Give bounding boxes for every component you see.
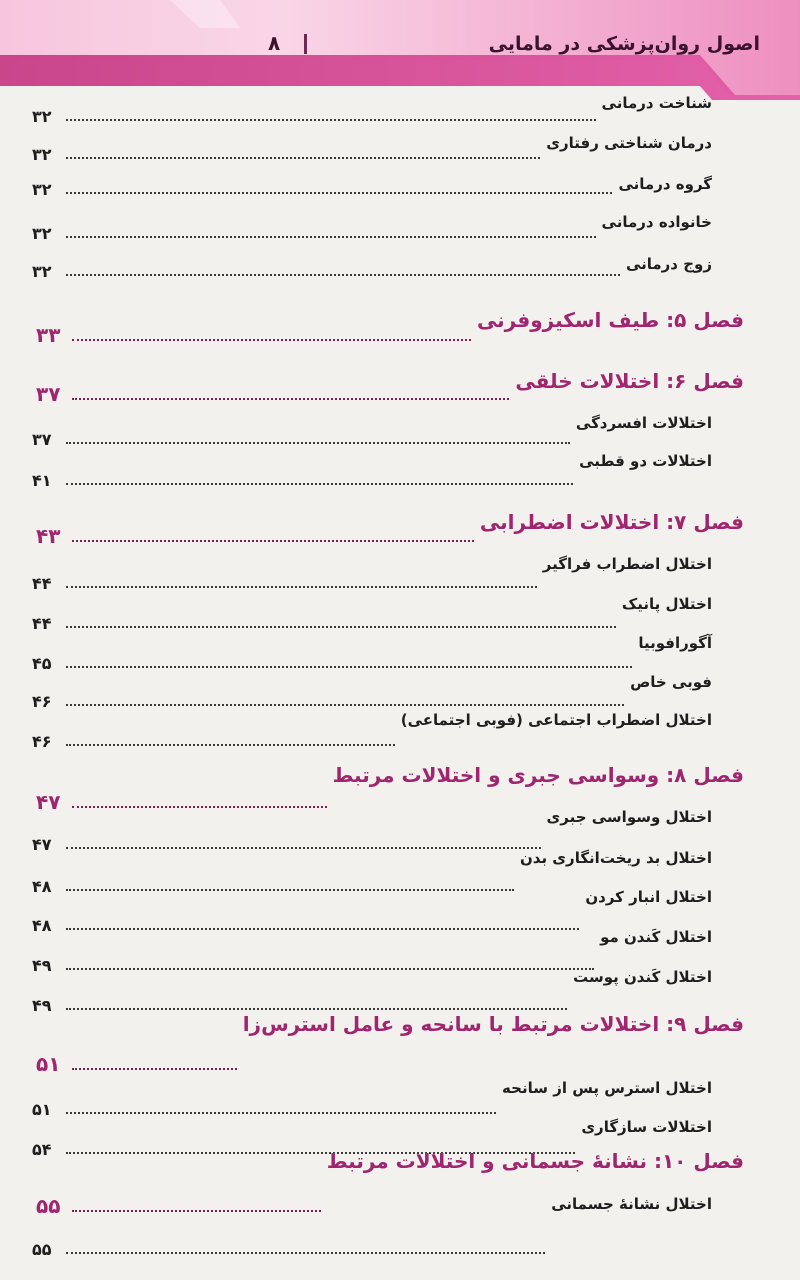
toc-entry-title: فصل ۱۰: نشانهٔ جسمانی و اختلالات مرتبط [326, 1149, 744, 1173]
toc-entry-title: فصل ۹: اختلالات مرتبط با سانحه و عامل استرس‌زا [242, 1012, 744, 1036]
toc-entry-title: فوبی خاص [630, 673, 712, 691]
toc-entry-title: شناخت درمانی [601, 94, 712, 112]
toc-entry-title: آگورافوبیا [638, 634, 712, 652]
toc-entry-title: اختلال پانیک [621, 595, 712, 613]
toc-page-number: ۴۱ [32, 471, 52, 490]
toc-entry-title: فصل ۸: وسواسی جبری و اختلالات مرتبط [332, 763, 744, 787]
toc-dot-leader [72, 339, 471, 341]
running-title: اصول روان‌پزشکی در مامایی [488, 33, 760, 55]
toc-page-number: ۵۱ [32, 1100, 52, 1119]
toc-dot-leader [72, 806, 327, 808]
toc-dot-leader [66, 442, 570, 444]
toc-page-number: ۴۶ [32, 692, 52, 711]
toc-page-number: ۵۱ [36, 1052, 61, 1076]
toc-dot-leader [66, 483, 573, 485]
toc-page-number: ۳۲ [32, 107, 52, 126]
toc-dot-leader [66, 1008, 567, 1010]
toc-dot-leader [66, 847, 541, 849]
toc-entry-title: زوج درمانی [625, 255, 712, 273]
toc-entry-title: اختلالات دو قطبی [579, 452, 712, 470]
toc-dot-leader [66, 586, 537, 588]
toc-entry-title: اختلال وسواسی جبری [546, 808, 712, 826]
toc-entry-title: اختلالات افسردگی [575, 414, 712, 432]
toc-dot-leader [66, 666, 632, 668]
toc-dot-leader [66, 704, 624, 706]
toc-page-number: ۵۵ [36, 1194, 61, 1218]
toc-dot-leader [66, 274, 620, 276]
toc-dot-leader [66, 1252, 545, 1254]
toc-dot-leader [66, 744, 395, 746]
toc-dot-leader [66, 192, 612, 194]
page-number: ۸ [268, 31, 281, 55]
toc-page-number: ۳۲ [32, 180, 52, 199]
toc-dot-leader [72, 540, 474, 542]
toc-page-number: ۴۷ [36, 790, 61, 814]
toc-page-number: ۳۳ [36, 323, 61, 347]
toc-dot-leader [66, 626, 616, 628]
toc-dot-leader [72, 1210, 321, 1212]
toc-page-number: ۳۲ [32, 145, 52, 164]
toc-entry-title: اختلال کَندن مو [600, 928, 712, 946]
toc-page-number: ۳۲ [32, 262, 52, 281]
toc-dot-leader [66, 236, 596, 238]
toc-page-number: ۴۹ [32, 956, 52, 975]
toc-entry-title: اختلال نشانهٔ جسمانی [551, 1195, 712, 1213]
toc-entry-title: فصل ۶: اختلالات خلقی [515, 369, 744, 393]
toc-entry-title: اختلال اضطراب اجتماعی (فوبی اجتماعی) [400, 711, 712, 729]
toc-entry-title: اختلال استرس پس از سانحه [502, 1079, 712, 1097]
toc-entry-title: اختلال بد ریخت‌انگاری بدن [519, 849, 712, 867]
toc-dot-leader [72, 1068, 237, 1070]
toc-page-number: ۵۵ [32, 1240, 52, 1259]
toc-page-number: ۳۷ [32, 430, 52, 449]
toc-entry-title: اختلال انبار کردن [585, 888, 712, 906]
toc-dot-leader [66, 157, 540, 159]
toc-dot-leader [66, 968, 594, 970]
toc-entry-title: درمان شناختی رفتاری [546, 134, 712, 152]
toc-page-number: ۴۸ [32, 916, 52, 935]
toc-page-number: ۴۳ [36, 524, 61, 548]
toc-page-number: ۵۴ [32, 1140, 52, 1159]
toc-entry-title: اختلال اضطراب فراگیر [542, 555, 712, 573]
toc-dot-leader [66, 119, 596, 121]
toc-dot-leader [66, 889, 514, 891]
toc-dot-leader [66, 1112, 496, 1114]
toc-entry-title: اختلال کَندن پوست [573, 968, 712, 986]
toc-page-number: ۴۴ [32, 614, 52, 633]
toc-dot-leader [72, 398, 509, 400]
toc-page-number: ۴۵ [32, 654, 52, 673]
toc-entry-title: فصل ۷: اختلالات اضطرابی [479, 510, 744, 534]
toc-entry-title: اختلالات سازگاری [581, 1118, 712, 1136]
toc-page-number: ۴۴ [32, 574, 52, 593]
toc-page-number: ۳۲ [32, 224, 52, 243]
toc-entry-title: فصل ۵: طیف اسکیزوفرنی [476, 308, 744, 332]
toc-page-number: ۴۸ [32, 877, 52, 896]
toc-entry-title: گروه درمانی [618, 175, 712, 193]
toc-entry-title: خانواده درمانی [601, 213, 712, 231]
toc-page-number: ۴۹ [32, 996, 52, 1015]
toc-page-number: ۳۷ [36, 382, 61, 406]
toc-dot-leader [66, 928, 579, 930]
toc-page-number: ۴۶ [32, 732, 52, 751]
toc-page-number: ۴۷ [32, 835, 52, 854]
